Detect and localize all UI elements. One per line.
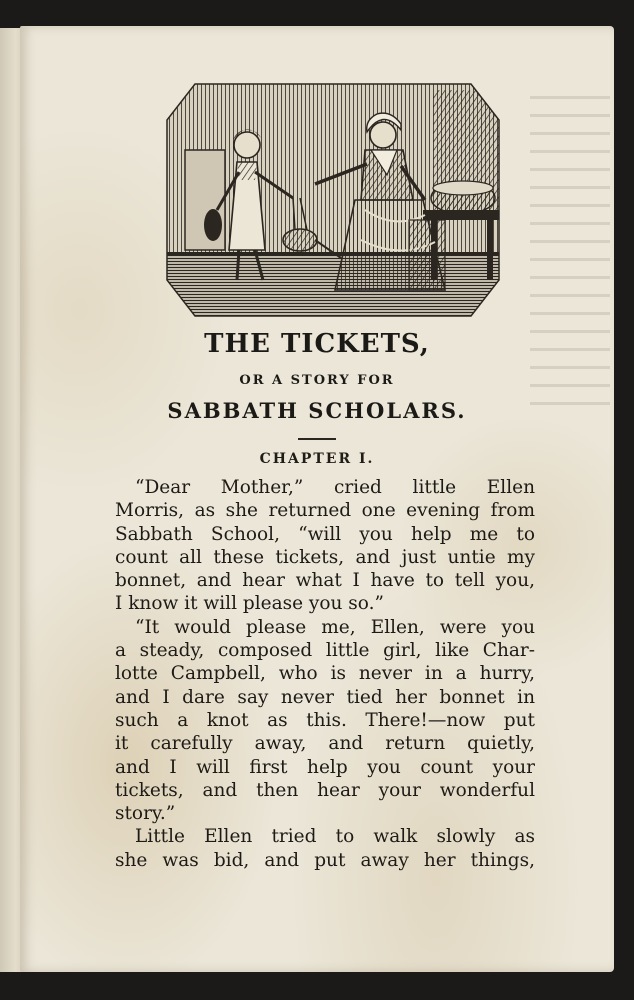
text-line: lotte Campbell, who is never in a hurry, (115, 663, 535, 685)
show-through-text (530, 96, 610, 416)
body-text (115, 476, 535, 872)
text-line: count all these tickets, and just untie my (115, 546, 535, 568)
text-line: she was bid, and put away her things, (115, 849, 535, 871)
text-line: “It would please me, Ellen, were you (135, 616, 535, 638)
title-divider (298, 438, 336, 440)
book-subtitle: OR A STORY FOR (239, 373, 395, 388)
text-line: tickets, and then hear your wonderful (115, 779, 535, 801)
text-line: “Dear Mother,” cried little Ellen (135, 477, 535, 498)
book-page (20, 26, 614, 972)
text-line: it carefully away, and return quietly, (115, 733, 535, 755)
text-line: and I dare say never tied her bonnet in (115, 686, 535, 708)
book-subtitle-main: SABBATH SCHOLARS. (167, 398, 467, 423)
chapter-heading: CHAPTER I. (259, 451, 375, 467)
text-line: story.” (115, 803, 176, 825)
book-title: THE TICKETS, (204, 329, 430, 359)
text-line: such a knot as this. There!—now put (115, 709, 535, 731)
text-line: Little Ellen tried to walk slowly as (135, 826, 535, 848)
text-line: bonnet, and hear what I have to tell you, (115, 570, 535, 592)
woodcut-mother-and-daughter-icon (165, 80, 501, 320)
text-line: Morris, as she returned one evening from (115, 500, 535, 522)
text-line: and I will first help you count your (115, 756, 535, 778)
text-line: I know it will please you so.” (115, 593, 384, 615)
text-line: a steady, composed little girl, like Char- (115, 640, 535, 662)
text-line: Sabbath School, “will you help me to (115, 523, 535, 545)
